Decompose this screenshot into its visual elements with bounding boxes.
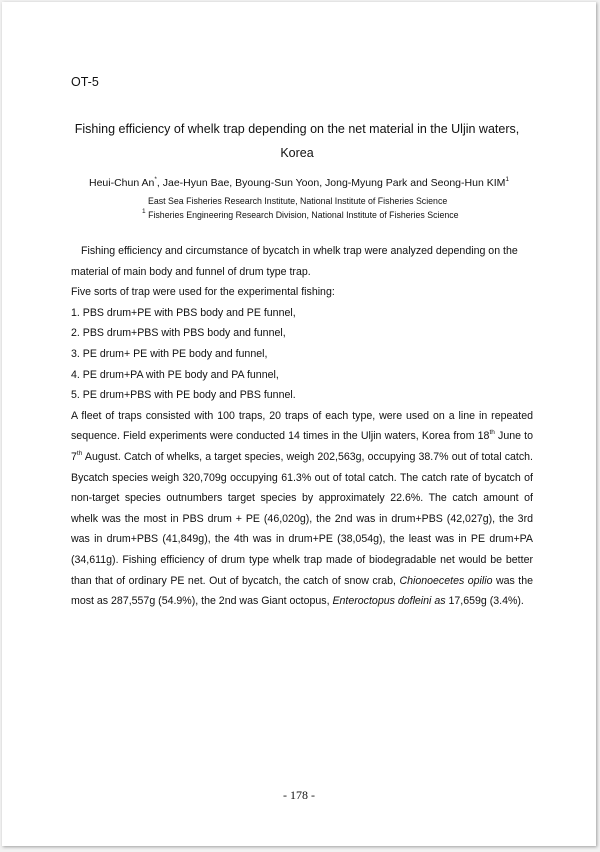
results-paragraph	[71, 406, 533, 612]
species-name: Enteroctopus dofleini as	[332, 595, 446, 608]
first-author: Heui-Chun An	[89, 177, 155, 189]
corresponding-mark: *	[154, 176, 157, 183]
trap-types-intro: Five sorts of trap were used for the experimental fishing:	[71, 286, 335, 299]
trap-type-item: 3. PE drum+ PE with PE body and funnel,	[71, 347, 268, 360]
page-number: - 178 -	[283, 788, 315, 802]
affiliation-1: East Sea Fisheries Research Institute, National Institute of Fisheries Science	[148, 196, 448, 206]
results-text-c: August. Catch of whelks, a target species, weigh 202,563g, occupying 38.7% out of total catch. Bycatch species weigh 320,709g occupying 61.3% out of total catch. The catch rate of bycatch of non-target species outnumbers target species by approximately 22.6%. The catch amount of whelk was the most in PBS drum + PE (46,020g), the 2nd was in drum+PBS (42,027g), the 3rd was in drum+PBS (41,849g), the 4th was in drum+PE (38,054g), the least was in PE drum+PA (34,611g). Fishing efficiency of drum type whelk trap made of biodegradable net would be better than that of ordinary PE net. Out of bycatch, the catch of snow crab,	[71, 450, 533, 587]
results-text-d: was the most as 287,557g (54.9%), the 2nd was Giant octopus,	[71, 574, 534, 608]
affiliation-2-mark: 1	[142, 208, 146, 215]
title-line-1: Fishing efficiency of whelk trap depending on the net material in the Uljin waters,	[74, 122, 520, 136]
abstract-body	[71, 241, 533, 612]
ordinal-suffix: th	[76, 449, 83, 457]
results-text-a: A fleet of traps consisted with 100 traps, 20 traps of each type, were used on a line in repeated sequence. Field experiments were conducted 14 times in the Uljin waters, Korea from 18	[71, 409, 533, 443]
ordinal-suffix: th	[489, 429, 495, 437]
trap-type-item: 5. PE drum+PBS with PE body and PBS funnel.	[71, 389, 296, 402]
paper-title	[62, 117, 532, 165]
trap-type-item: 2. PBS drum+PBS with PBS body and funnel,	[71, 327, 286, 340]
title-line-2: Korea	[280, 146, 314, 160]
affiliation-mark: 1	[505, 176, 509, 183]
paper-page	[2, 2, 596, 846]
species-name: Chionoecetes opilio	[399, 574, 493, 587]
trap-type-item: 1. PBS drum+PE with PBS body and PE funnel,	[71, 306, 296, 319]
author-list	[2, 175, 596, 191]
results-text-b: June to 7	[71, 430, 533, 463]
abstract-intro: Fishing efficiency and circumstance of bycatch in whelk trap were analyzed depending on the material of main body and funnel of drum type trap.	[71, 245, 518, 278]
co-authors: , Jae-Hyun Bae, Byoung-Sun Yoon, Jong-Myung Park and Seong-Hun KIM	[156, 177, 506, 189]
affiliation-2-text: Fisheries Engineering Research Division, National Institute of Fisheries Science	[145, 210, 459, 220]
results-text-e: 17,659g (3.4%).	[445, 595, 524, 608]
affiliation-2	[142, 210, 459, 220]
trap-type-item: 4. PE drum+PA with PE body and PA funnel,	[71, 368, 279, 381]
paper-code: OT-5	[71, 75, 99, 89]
